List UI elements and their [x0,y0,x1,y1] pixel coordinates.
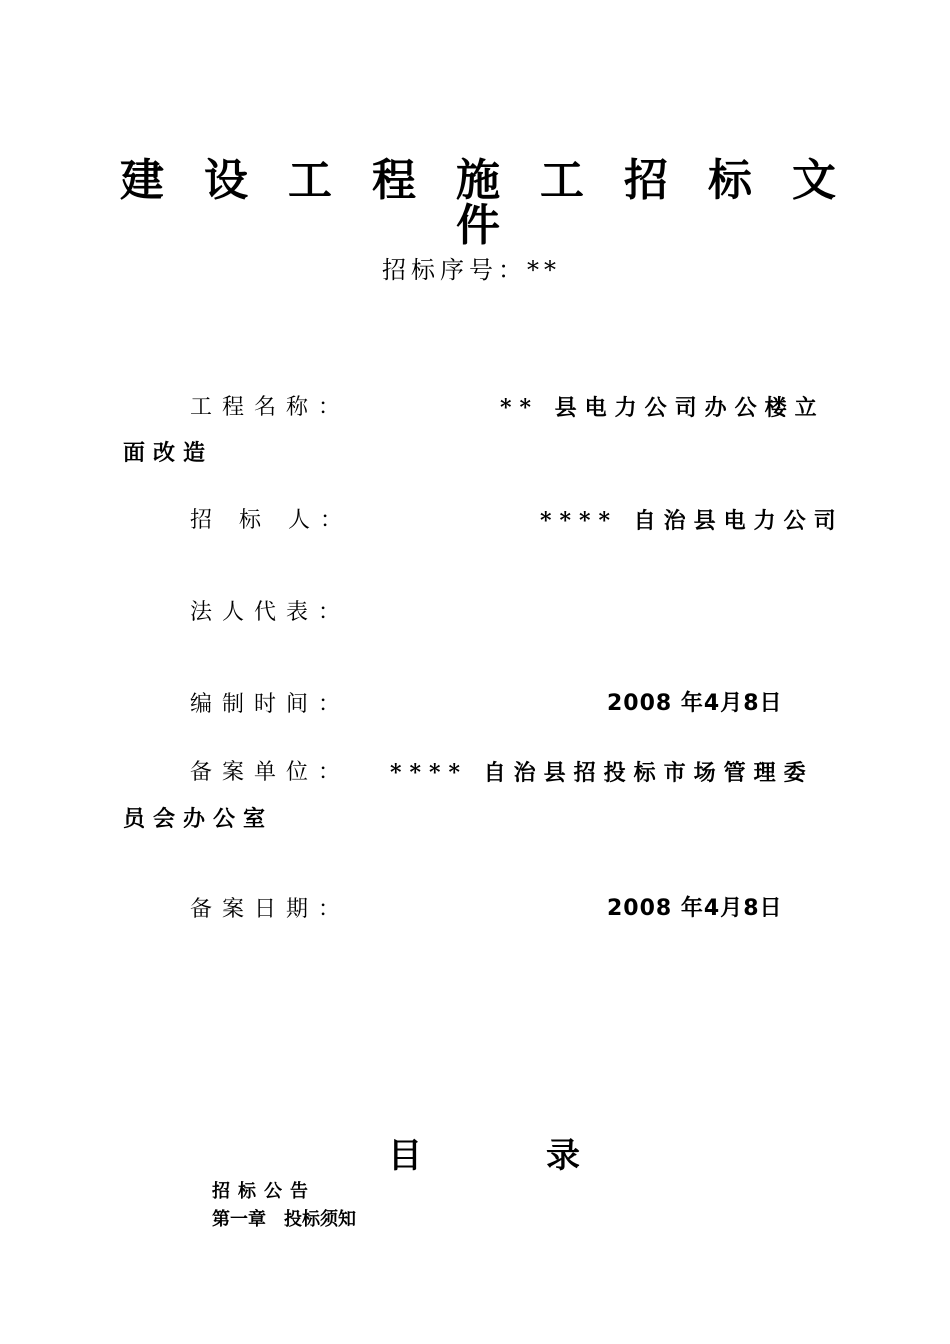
title-char: 设 [204,155,248,206]
project-name-value: ** 县电力公司办公楼立 [500,395,825,421]
toc-title-char: 录 [546,1136,580,1176]
tender-serial-number: 招标序号：** [382,256,561,284]
preparation-date-label: 编制时间： [190,692,351,717]
tenderer-label: 招 标 人： [190,508,352,533]
project-name-label: 工程名称： [190,395,351,420]
filing-date-label: 备案日期： [190,897,351,922]
title-char: 工 [540,155,584,206]
title-char: 建 [120,155,164,206]
title-char: 招 [624,155,668,206]
toc-title [388,1136,580,1176]
title-char: 标 [708,155,752,206]
title-char: 施 [456,155,500,206]
title-char: 工 [288,155,332,206]
legal-representative-label: 法人代表： [190,600,351,625]
toc-item[interactable]: 招标公告 [212,1181,316,1202]
title-char: 程 [372,155,416,206]
title-char: 文 [792,155,836,206]
tenderer-value: **** 自治县电力公司 [540,508,844,534]
toc-item[interactable]: 第一章 投标须知 [212,1209,356,1230]
preparation-date-value: 2008 年4月8日 [607,691,783,716]
toc-title-char: 目 [388,1136,422,1176]
project-name-value-continued: 面改造 [123,440,214,466]
filing-unit-value: **** 自治县招投标市场管理委 [390,760,814,786]
filing-date-value: 2008 年4月8日 [607,896,783,921]
document-title-continued: 件 [456,200,500,251]
filing-unit-label: 备案单位： [190,760,351,785]
filing-unit-value-continued: 员会办公室 [123,806,274,832]
